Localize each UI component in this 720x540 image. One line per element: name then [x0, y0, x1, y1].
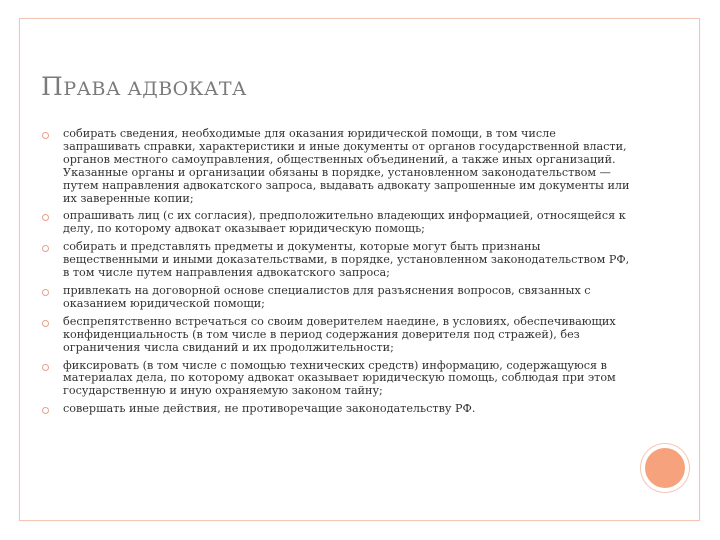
- rights-list: [42, 128, 632, 421]
- list-item-text: опрашивать лиц (с их согласия), предположительно владеющих информацией, относящейся к делу, по которому адвокат оказывает юридическую помощь;: [63, 209, 626, 236]
- title-initial: П: [41, 72, 64, 101]
- list-item-text: собирать и представлять предметы и документы, которые могут быть признаны вещественными и иными доказательствами, в порядке, установленном законодательством РФ, в том числе путем направления адвокатского запроса;: [63, 240, 630, 280]
- bullet-icon: [42, 407, 49, 414]
- list-item-text: собирать сведения, необходимые для оказания юридической помощи, в том числе запрашивать справки, характеристики и иные документы от органов государственной власти, органов местного самоуправления, общественных объединений, а также иных организаций. Указанные органы и организации обязаны в порядке, установленном законодательством — путем направления адвокатского запроса, выдавать адвокату запрошенные им документы или их заверенные копии;: [63, 127, 630, 205]
- list-item-text: привлекать на договорной основе специалистов для разъяснения вопросов, связанных с оказанием юридической помощи;: [63, 283, 591, 310]
- slide-title: [41, 72, 247, 101]
- list-item: [42, 241, 632, 280]
- bullet-icon: [42, 320, 49, 327]
- list-item-text: беспрепятственно встречаться со своим доверителем наедине, в условиях, обеспечивающих конфиденциальность (в том числе в период содержания доверителя под стражей), без ограничения числа свиданий и их продолжительности;: [63, 314, 616, 354]
- title-rest: РАВА АДВОКАТА: [63, 78, 247, 100]
- bullet-icon: [42, 132, 49, 139]
- list-item: [42, 210, 632, 236]
- decorative-circle: [645, 448, 685, 488]
- bullet-icon: [42, 214, 49, 221]
- list-item-text: фиксировать (в том числе с помощью технических средств) информацию, содержащуюся в материалах дела, по которому адвокат оказывает юридическую помощь, соблюдая при этом государственную и иную охраняемую законом тайну;: [63, 358, 616, 398]
- list-item: [42, 285, 632, 311]
- list-item: [42, 360, 632, 399]
- bullet-icon: [42, 245, 49, 252]
- bullet-icon: [42, 289, 49, 296]
- list-item-text: совершать иные действия, не противоречащие законодательству РФ.: [63, 402, 476, 416]
- list-item: [42, 316, 632, 355]
- bullet-icon: [42, 364, 49, 371]
- list-item: [42, 128, 632, 205]
- list-item: [42, 403, 632, 416]
